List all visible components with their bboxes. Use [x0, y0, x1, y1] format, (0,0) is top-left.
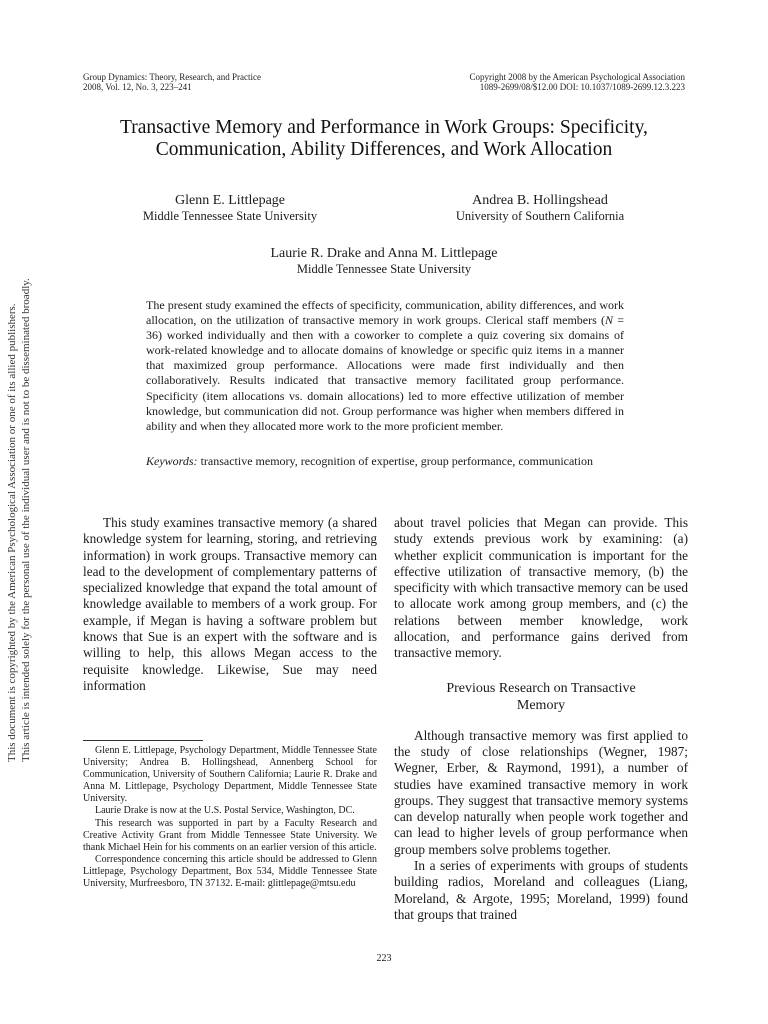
journal-citation — [83, 72, 383, 92]
author-name: Glenn E. Littlepage — [174, 193, 286, 208]
keywords-text: transactive memory, recognition of expertise, group performance, communication — [197, 454, 593, 468]
section-heading — [394, 680, 688, 714]
author-name: Laurie R. Drake and Anna M. Littlepage — [270, 246, 498, 261]
page-number: 223 — [376, 953, 392, 964]
author-note — [83, 745, 377, 890]
author-block-2 — [410, 192, 670, 224]
footnote-divider — [83, 740, 203, 741]
body-paragraph: Although transactive memory was first applied to the study of close relationships (Wegner, 1987; Wegner, Erber, & Raymond, 1991), a number of studies have examined transactive memory in work groups. They suggest that transactive memory systems can develop naturally when people work together and can lead to higher levels of group performance when group members solve problems together. — [394, 727, 688, 857]
author-affiliation: Middle Tennessee State University — [142, 209, 318, 223]
section-heading-line-2: Memory — [516, 697, 566, 713]
copyright-side-notice-2: This article is intended solely for the personal use of the individual user and is not to be disseminated broadly. — [20, 278, 32, 762]
article-title — [60, 117, 708, 161]
author-block-1 — [105, 192, 355, 224]
body-paragraph: In a series of experiments with groups of students building radios, Moreland and colleagues (Liang, Moreland, & Argote, 1995; Moreland, 1999) found that groups that trained — [394, 858, 688, 922]
body-paragraph: about travel policies that Megan can provide. This study extends previous work by examining: (a) whether explicit communication is important for the effective utilization of transactive memory, (b) the specificity with which transactive memory can be used to allocate work among group members, and (c) the relations between member knowledge, work allocation, and performance gains derived from transactive memory. — [394, 515, 688, 661]
body-column-left — [83, 515, 377, 694]
copyright-side-notice-1: This document is copyrighted by the American Psychological Association or one of its allied publishers. — [6, 303, 18, 762]
section-heading-line-1: Previous Research on Transactive — [446, 680, 636, 696]
footnote: This research was supported in part by a Faculty Research and Creative Activity Grant from Middle Tennessee State University. We thank Michael Hein for his comments on an earlier version of this article. — [83, 817, 377, 853]
keywords — [146, 454, 624, 469]
keywords-label: Keywords: — [146, 454, 198, 468]
body-paragraph: This study examines transactive memory (a shared knowledge system for learning, storing, and retrieving information) in work groups. Transactive memory can lead to the development of complementary patterns of specialized knowledge that expand the total amount of knowledge available to members of a work group. For example, if Megan is having a software problem but knows that Sue is an expert with the software and is willing to help, this allows Megan access to the requisite knowledge. Likewise, Sue may need information — [83, 515, 377, 693]
author-affiliation: University of Southern California — [455, 209, 625, 223]
author-affiliation: Middle Tennessee State University — [296, 262, 472, 276]
body-column-right — [394, 515, 688, 923]
abstract-text-2: = 36) worked individually and then with a coworker to complete a quiz covering six domains of work-related knowledge and to allocate domains of knowledge or specific quiz items in a manner that maximized group performance. Allocations were made first individually and then collaboratively. Results indicated that transactive memory facilitated group performance. Specificity (item allocations vs. domain allocations) led to more effective utilization of member knowledge, but communication did not. Group performance was higher when members differed in ability and when they allocated more work to the more proficient member. — [146, 313, 624, 433]
author-block-3 — [180, 245, 588, 277]
author-name: Andrea B. Hollingshead — [472, 193, 608, 208]
title-line-1: Transactive Memory and Performance in Work Groups: Specificity, — [120, 117, 648, 138]
footnote: Glenn E. Littlepage, Psychology Department, Middle Tennessee State University; Andrea B. Hollingshead, Annenberg School for Communication, University of Southern California; Laurie R. Drake and Anna M. Littlepage, Psychology Department, Middle Tennessee State University. — [83, 745, 377, 805]
abstract-text-1: The present study examined the effects of specificity, communication, ability differences, and work allocation, on the utilization of transactive memory in work groups. Clerical staff members ( — [146, 298, 624, 328]
abstract — [146, 298, 624, 434]
copyright-line: Copyright 2008 by the American Psychological Association — [469, 72, 685, 82]
copyright-notice — [355, 72, 685, 92]
footnote: Correspondence concerning this article should be addressed to Glenn Littlepage, Psychology Department, Box 534, Middle Tennessee State University, Murfreesboro, TN 37132. E-mail: glittlepage@mtsu.edu — [83, 853, 377, 890]
footnote: Laurie Drake is now at the U.S. Postal Service, Washington, DC. — [95, 805, 355, 817]
abstract-n-symbol: N — [605, 313, 614, 328]
journal-name: Group Dynamics: Theory, Research, and Practice — [83, 72, 261, 82]
doi-line: 1089-2699/08/$12.00 DOI: 10.1037/1089-2699.12.3.223 — [479, 82, 685, 92]
journal-volume: 2008, Vol. 12, No. 3, 223–241 — [83, 82, 192, 92]
title-line-2: Communication, Ability Differences, and Work Allocation — [155, 139, 613, 160]
